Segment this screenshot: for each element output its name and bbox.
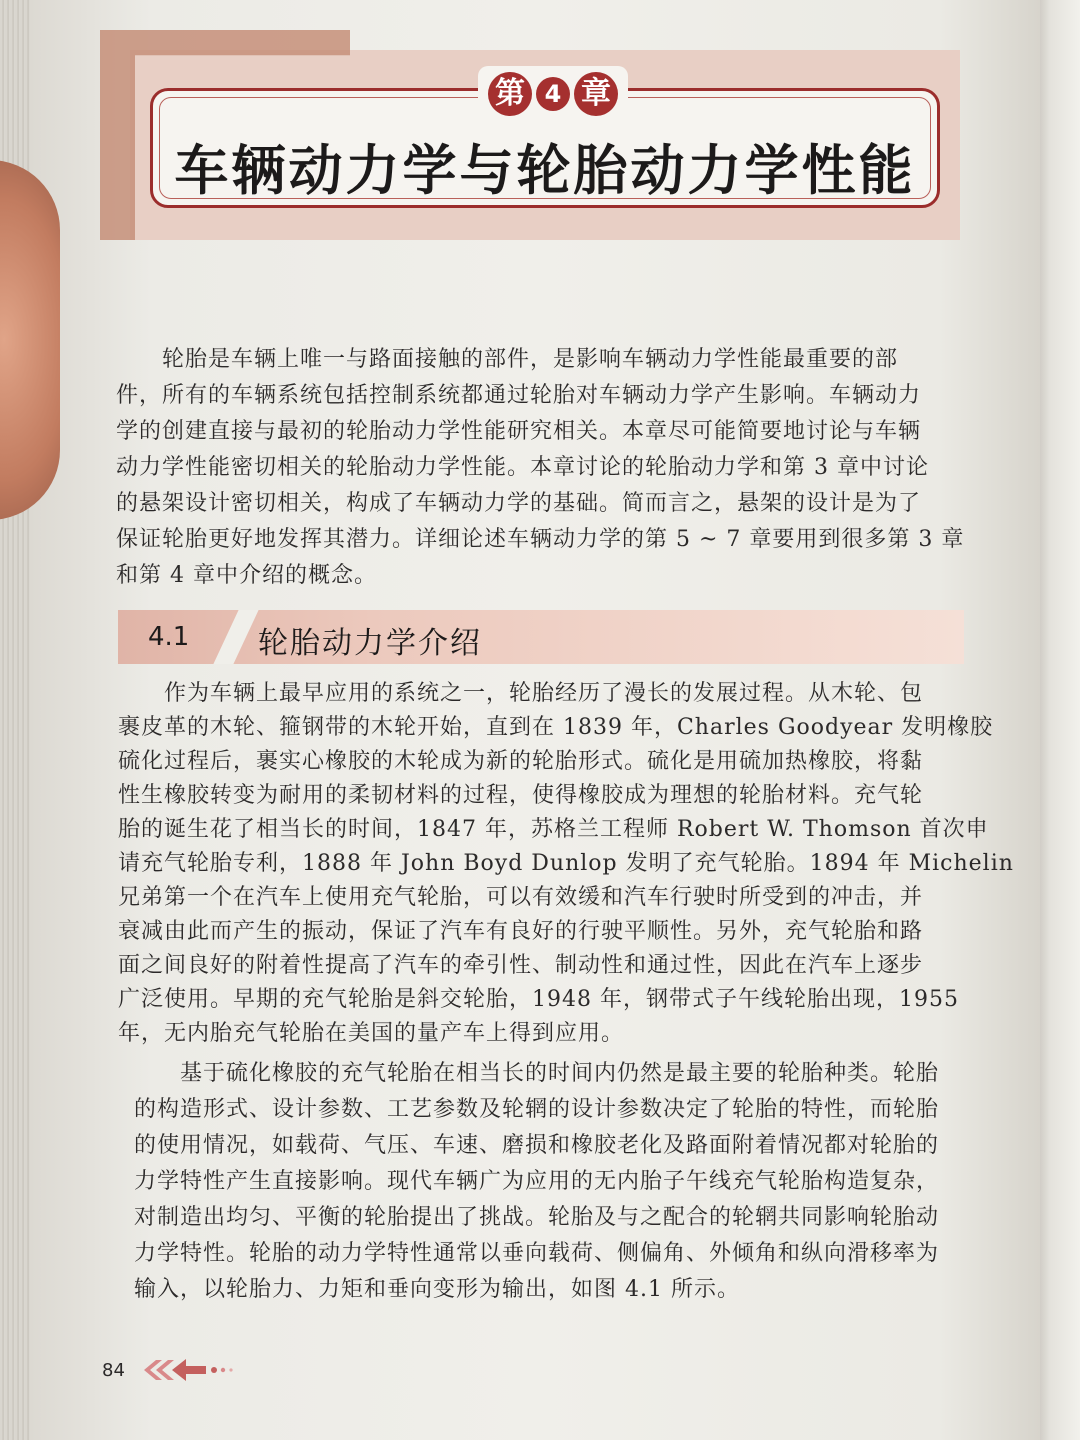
section-number: 4.1 [148,622,190,652]
text-line: 请充气轮胎专利，1888 年 John Boyd Dunlop 发明了充气轮胎。1894 年 Michelin [118,851,1014,876]
intro-paragraph [116,342,966,602]
chapter-tag [478,66,628,122]
page-number: 84 [102,1360,125,1381]
text-line: 输入，以轮胎力、力矩和垂向变形为输出，如图 4.1 所示。 [134,1277,740,1302]
text-line: 兄弟第一个在汽车上使用充气轮胎，可以有效缓和汽车行驶时所受到的冲击，并 [118,885,924,910]
text-line: 的使用情况，如载荷、气压、车速、磨损和橡胶老化及路面附着情况都对轮胎的 [134,1133,940,1158]
text-line: 件，所有的车辆系统包括控制系统都通过轮胎对车辆动力学产生影响。车辆动力 [116,383,922,408]
chapter-tag-suffix: 章 [574,72,618,116]
section-heading-bar [118,610,964,664]
chapter-title: 车辆动力学与轮胎动力学性能 [174,139,916,202]
text-line: 作为车辆上最早应用的系统之一，轮胎经历了漫长的发展过程。从木轮、包 [164,681,924,706]
text-line: 年，无内胎充气轮胎在美国的量产车上得到应用。 [118,1021,625,1046]
text-line: 衰减由此而产生的振动，保证了汽车有良好的行驶平顺性。另外，充气轮胎和路 [118,919,924,944]
text-line: 对制造出均匀、平衡的轮胎提出了挑战。轮胎及与之配合的轮辋共同影响轮胎动 [134,1205,940,1230]
text-line: 轮胎是车辆上唯一与路面接触的部件，是影响车辆动力学性能最重要的部 [162,347,899,372]
text-line: 硫化过程后，裹实心橡胶的木轮成为新的轮胎形式。硫化是用硫加热橡胶，将黏 [118,749,924,774]
page-footer-arrow-icon [142,1356,242,1384]
text-line: 保证轮胎更好地发挥其潜力。详细论述车辆动力学的第 5 ~ 7 章要用到很多第 3 章 [116,527,965,552]
text-line: 广泛使用。早期的充气轮胎是斜交轮胎，1948 年，钢带式子午线轮胎出现，1955 [118,987,959,1012]
thumb [0,160,60,520]
text-line: 基于硫化橡胶的充气轮胎在相当长的时间内仍然是最主要的轮胎种类。轮胎 [180,1061,940,1086]
body-paragraph-1 [118,676,1014,1076]
text-line: 的悬架设计密切相关，构成了车辆动力学的基础。简而言之，悬架的设计是为了 [116,491,922,516]
text-line: 性生橡胶转变为耐用的柔韧材料的过程，使得橡胶成为理想的轮胎材料。充气轮 [118,783,924,808]
text-line: 动力学性能密切相关的轮胎动力学性能。本章讨论的轮胎动力学和第 3 章中讨论 [116,455,929,480]
text-line: 力学特性产生直接影响。现代车辆广为应用的无内胎子午线充气轮胎构造复杂， [134,1169,940,1194]
chapter-number: 4 [536,77,570,111]
chapter-tag-prefix: 第 [488,72,532,116]
section-heading-separator [213,610,258,664]
text-line: 面之间良好的附着性提高了汽车的牵引性、制动性和通过性，因此在汽车上逐步 [118,953,924,978]
section-title: 轮胎动力学介绍 [258,626,482,661]
text-line: 的构造形式、设计参数、工艺参数及轮辋的设计参数决定了轮胎的特性，而轮胎 [134,1097,940,1122]
text-line: 裹皮革的木轮、箍钢带的木轮开始，直到在 1839 年，Charles Goodyear 发明橡胶 [118,715,994,740]
body-paragraph-2 [134,1056,984,1316]
text-line: 和第 4 章中介绍的概念。 [116,563,377,588]
text-line: 胎的诞生花了相当长的时间，1847 年，苏格兰工程师 Robert W. Thomson 首次申 [118,817,989,842]
text-line: 力学特性。轮胎的动力学特性通常以垂向载荷、侧偏角、外倾角和纵向滑移率为 [134,1241,940,1266]
text-line: 学的创建直接与最初的轮胎动力学性能研究相关。本章尽可能简要地讨论与车辆 [116,419,922,444]
